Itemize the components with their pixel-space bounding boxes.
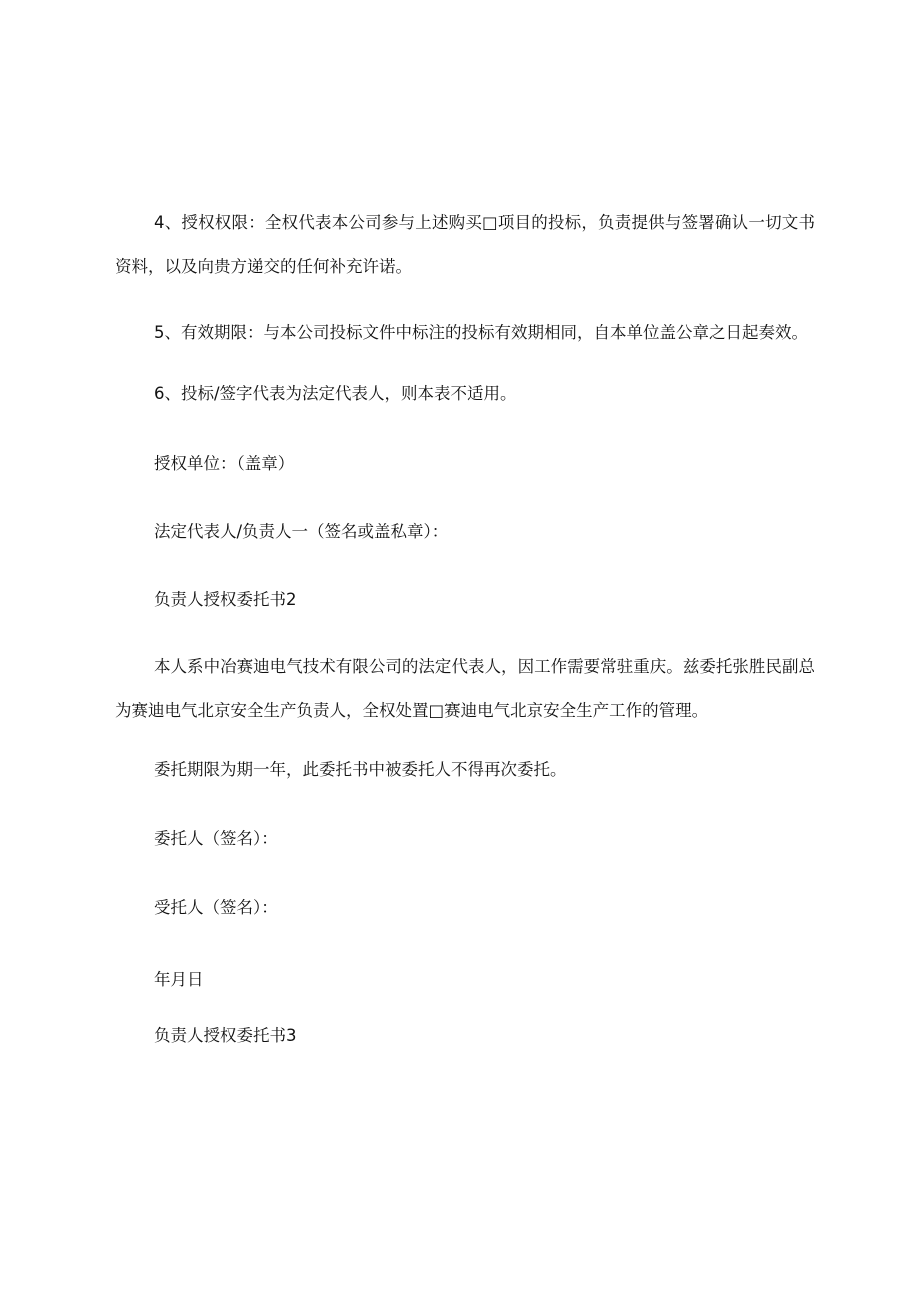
section-title-3: 负责人授权委托书3 <box>154 1026 297 1045</box>
delegation-statement: 本人系中冶赛迪电气技术有限公司的法定代表人，因工作需要常驻重庆。兹委托张胜民副总为赛迪电气北京安全生产负责人，全权处置□赛迪电气北京安全生产工作的管理。 <box>115 657 815 720</box>
clause-not-applicable: 6、投标/签字代表为法定代表人，则本表不适用。 <box>154 384 517 403</box>
clause-authorization-scope: 4、授权权限：全权代表本公司参与上述购买□项目的投标，负责提供与签署确认一切文书资料，以及向贵方递交的任何补充许诺。 <box>115 213 815 276</box>
section-title-2: 负责人授权委托书2 <box>154 590 297 609</box>
legal-representative-signature-line: 法定代表人/负责人一（签名或盖私章）： <box>154 522 449 541</box>
authorizing-unit-line: 授权单位：（盖章） <box>154 454 295 473</box>
date-line: 年月日 <box>154 970 204 989</box>
clause-validity-period: 5、有效期限：与本公司投标文件中标注的投标有效期相同，自本单位盖公章之日起奏效。 <box>154 323 808 342</box>
principal-signature-line: 委托人（签名）： <box>154 829 278 848</box>
delegation-term: 委托期限为期一年，此委托书中被委托人不得再次委托。 <box>154 760 567 779</box>
agent-signature-line: 受托人（签名）： <box>154 898 278 917</box>
